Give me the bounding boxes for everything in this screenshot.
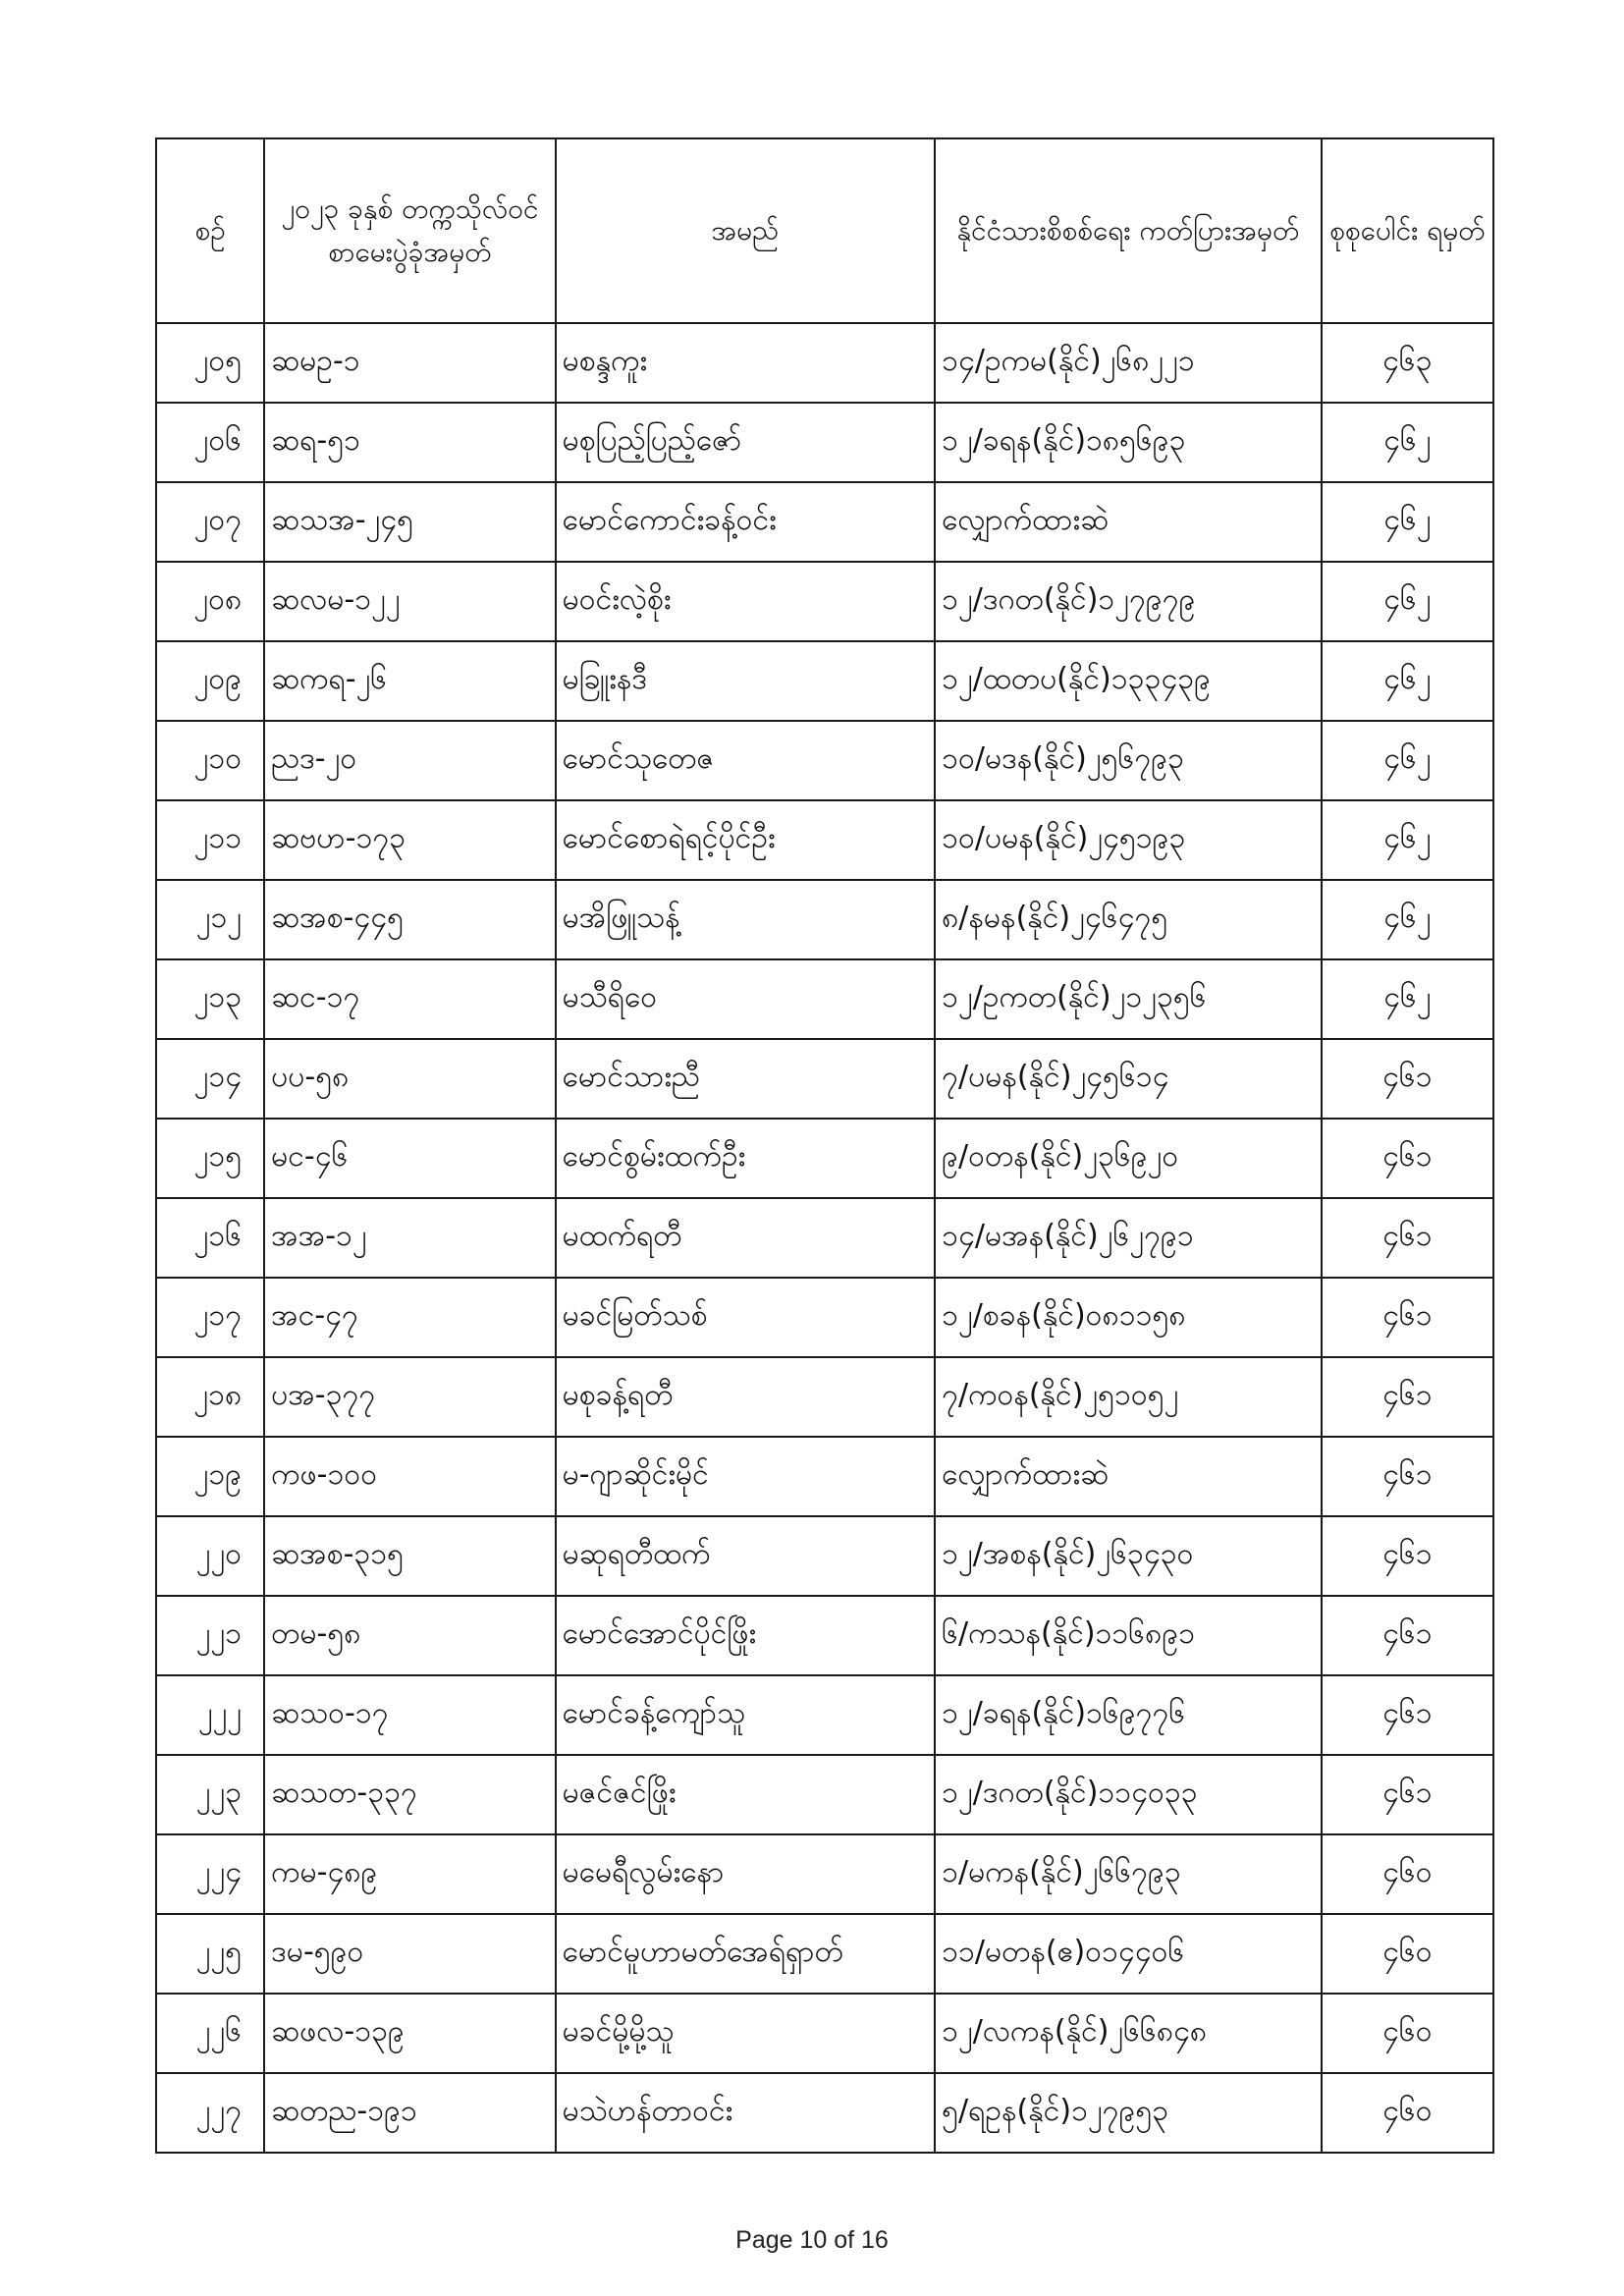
cell-nrc-number: ၁၁/မတန(ဧ)၀၁၄၄၀၆ xyxy=(935,1914,1322,1994)
header-serial-no: စဉ် xyxy=(156,138,264,323)
cell-total-marks: ၄၆၁ xyxy=(1322,1278,1493,1357)
cell-name: မောင်မူဟာမတ်အေရ်ရှာတ် xyxy=(556,1914,936,1994)
cell-nrc-number: ၁၂/ထတပ(နိုင်)၁၃၃၄၃၉ xyxy=(935,641,1322,721)
cell-serial-no: ၂၁၇ xyxy=(156,1278,264,1357)
cell-roll-number: ဆအစ-၃၁၅ xyxy=(264,1516,555,1596)
cell-serial-no: ၂၁၃ xyxy=(156,959,264,1039)
cell-name: မသဲဟန်တာဝင်း xyxy=(556,2073,936,2153)
cell-serial-no: ၂၀၈ xyxy=(156,562,264,641)
cell-roll-number: ဆရ-၅၁ xyxy=(264,403,555,482)
header-row xyxy=(156,138,1493,323)
table-row xyxy=(156,1596,1493,1675)
cell-nrc-number: ၁၂/ဥကတ(နိုင်)၂၁၂၃၅၆ xyxy=(935,959,1322,1039)
cell-nrc-number: ၅/ရဥန(နိုင်)၁၂၇၉၅၃ xyxy=(935,2073,1322,2153)
cell-name: မထက်ရတီ xyxy=(556,1198,936,1278)
cell-name: မသီရိဝေ xyxy=(556,959,936,1039)
cell-total-marks: ၄၆၀ xyxy=(1322,1994,1493,2073)
header-nrc-number: နိုင်ငံသားစိစစ်ရေး ကတ်ပြားအမှတ် xyxy=(935,138,1322,323)
cell-name: မောင်သုတေဇ xyxy=(556,721,936,800)
table-row xyxy=(156,562,1493,641)
table-row xyxy=(156,1278,1493,1357)
cell-name: မစုခန့်ရတီ xyxy=(556,1357,936,1437)
table-row xyxy=(156,959,1493,1039)
cell-nrc-number: ၁၂/ခရန(နိုင်)၁၆၉၇၇၆ xyxy=(935,1675,1322,1755)
cell-name: မ-ဂျာဆိုင်းမိုင် xyxy=(556,1437,936,1516)
cell-name: မောင်စွမ်းထက်ဦး xyxy=(556,1119,936,1198)
cell-name: မောင်ကောင်းခန့်ဝင်း xyxy=(556,482,936,562)
table-body xyxy=(156,323,1493,2153)
cell-nrc-number: ၁၀/မဒန(နိုင်)၂၅၆၇၉၃ xyxy=(935,721,1322,800)
cell-roll-number: အအ-၁၂ xyxy=(264,1198,555,1278)
cell-nrc-number: ၇/ကဝန(နိုင်)၂၅၁၀၅၂ xyxy=(935,1357,1322,1437)
cell-nrc-number: လျှောက်ထားဆဲ xyxy=(935,482,1322,562)
cell-total-marks: ၄၆၃ xyxy=(1322,323,1493,403)
table-row xyxy=(156,482,1493,562)
cell-nrc-number: လျှောက်ထားဆဲ xyxy=(935,1437,1322,1516)
cell-roll-number: အင-၄၇ xyxy=(264,1278,555,1357)
cell-name: မမေရီလွမ်းနော xyxy=(556,1834,936,1914)
cell-roll-number: ပအ-၃၇၇ xyxy=(264,1357,555,1437)
cell-total-marks: ၄၆၁ xyxy=(1322,1755,1493,1834)
table-row xyxy=(156,1914,1493,1994)
cell-name: မဆုရတီထက် xyxy=(556,1516,936,1596)
cell-name: မအိဖြူသန့် xyxy=(556,880,936,959)
table-row xyxy=(156,1994,1493,2073)
cell-serial-no: ၂၁၄ xyxy=(156,1039,264,1119)
cell-serial-no: ၂၂၁ xyxy=(156,1596,264,1675)
cell-roll-number: မင-၄၆ xyxy=(264,1119,555,1198)
table-row xyxy=(156,1437,1493,1516)
cell-nrc-number: ၁၂/ခရန(နိုင်)၁၈၅၆၉၃ xyxy=(935,403,1322,482)
cell-roll-number: ဆမဥ-၁ xyxy=(264,323,555,403)
cell-total-marks: ၄၆၂ xyxy=(1322,403,1493,482)
cell-roll-number: ဆအစ-၄၄၅ xyxy=(264,880,555,959)
table-row xyxy=(156,641,1493,721)
table-row xyxy=(156,403,1493,482)
cell-total-marks: ၄၆၀ xyxy=(1322,2073,1493,2153)
cell-nrc-number: ၁၂/ဒဂတ(နိုင်)၁၁၄၀၃၃ xyxy=(935,1755,1322,1834)
cell-serial-no: ၂၂၄ xyxy=(156,1834,264,1914)
cell-nrc-number: ၁၂/လကန(နိုင်)၂၆၆၈၄၈ xyxy=(935,1994,1322,2073)
cell-nrc-number: ၁၂/ဒဂတ(နိုင်)၁၂၇၉၇၉ xyxy=(935,562,1322,641)
cell-name: မစန္ဒကူး xyxy=(556,323,936,403)
cell-serial-no: ၂၂၃ xyxy=(156,1755,264,1834)
cell-total-marks: ၄၆၂ xyxy=(1322,562,1493,641)
cell-roll-number: ဒမ-၅၉၀ xyxy=(264,1914,555,1994)
cell-total-marks: ၄၆၂ xyxy=(1322,880,1493,959)
cell-serial-no: ၂၀၆ xyxy=(156,403,264,482)
cell-total-marks: ၄၆၂ xyxy=(1322,959,1493,1039)
cell-serial-no: ၂၀၅ xyxy=(156,323,264,403)
table-header xyxy=(156,138,1493,323)
cell-roll-number: ကမ-၄၈၉ xyxy=(264,1834,555,1914)
cell-serial-no: ၂၁၀ xyxy=(156,721,264,800)
cell-total-marks: ၄၆၁ xyxy=(1322,1198,1493,1278)
cell-total-marks: ၄၆၁ xyxy=(1322,1675,1493,1755)
cell-name: မခြူးနဒီ xyxy=(556,641,936,721)
cell-roll-number: ဆဗဟ-၁၇၃ xyxy=(264,800,555,880)
table-row xyxy=(156,323,1493,403)
page-number: Page 10 of 16 xyxy=(735,2226,889,2254)
table-row xyxy=(156,1755,1493,1834)
header-total-marks: စုစုပေါင်း ရမှတ် xyxy=(1322,138,1493,323)
cell-name: မောင်အောင်ပိုင်ဖြိုး xyxy=(556,1596,936,1675)
table-row xyxy=(156,721,1493,800)
table-row xyxy=(156,1119,1493,1198)
header-name: အမည် xyxy=(556,138,936,323)
table-row xyxy=(156,1357,1493,1437)
table-row xyxy=(156,1675,1493,1755)
cell-roll-number: ဆဖလ-၁၃၉ xyxy=(264,1994,555,2073)
cell-total-marks: ၄၆၁ xyxy=(1322,1596,1493,1675)
cell-roll-number: ဆသအ-၂၄၅ xyxy=(264,482,555,562)
table-row xyxy=(156,2073,1493,2153)
cell-serial-no: ၂၁၅ xyxy=(156,1119,264,1198)
cell-serial-no: ၂၂၂ xyxy=(156,1675,264,1755)
cell-total-marks: ၄၆၁ xyxy=(1322,1119,1493,1198)
cell-roll-number: ဆကရ-၂၆ xyxy=(264,641,555,721)
cell-serial-no: ၂၁၁ xyxy=(156,800,264,880)
cell-nrc-number: ၁၂/အစန(နိုင်)၂၆၃၄၃၀ xyxy=(935,1516,1322,1596)
cell-serial-no: ၂၂၀ xyxy=(156,1516,264,1596)
cell-serial-no: ၂၂၆ xyxy=(156,1994,264,2073)
cell-roll-number: ဆတည-၁၉၁ xyxy=(264,2073,555,2153)
cell-name: မဝင်းလဲ့စိုး xyxy=(556,562,936,641)
cell-nrc-number: ၁/မကန(နိုင်)၂၆၆၇၉၃ xyxy=(935,1834,1322,1914)
cell-total-marks: ၄၆၁ xyxy=(1322,1039,1493,1119)
cell-total-marks: ၄၆၁ xyxy=(1322,1516,1493,1596)
cell-serial-no: ၂၀၉ xyxy=(156,641,264,721)
cell-total-marks: ၄၆၀ xyxy=(1322,1834,1493,1914)
cell-total-marks: ၄၆၁ xyxy=(1322,1437,1493,1516)
cell-nrc-number: ၉/ဝတန(နိုင်)၂၃၆၉၂၀ xyxy=(935,1119,1322,1198)
cell-roll-number: ညဒ-၂၀ xyxy=(264,721,555,800)
cell-serial-no: ၂၂၅ xyxy=(156,1914,264,1994)
cell-nrc-number: ၁၀/ပမန(နိုင်)၂၄၅၁၉၃ xyxy=(935,800,1322,880)
table-row xyxy=(156,1834,1493,1914)
table-row xyxy=(156,1039,1493,1119)
cell-nrc-number: ၁၂/စခန(နိုင်)၀၈၁၁၅၈ xyxy=(935,1278,1322,1357)
cell-roll-number: ဆသဝ-၁၇ xyxy=(264,1675,555,1755)
cell-total-marks: ၄၆၂ xyxy=(1322,800,1493,880)
cell-nrc-number: ၆/ကသန(နိုင်)၁၁၆၈၉၁ xyxy=(935,1596,1322,1675)
cell-name: မခင်မြတ်သစ် xyxy=(556,1278,936,1357)
cell-name: မဇင်ဇင်ဖြိုး xyxy=(556,1755,936,1834)
cell-total-marks: ၄၆၂ xyxy=(1322,721,1493,800)
cell-total-marks: ၄၆၂ xyxy=(1322,641,1493,721)
cell-name: မခင်မို့မို့သူ xyxy=(556,1994,936,2073)
cell-serial-no: ၂၁၆ xyxy=(156,1198,264,1278)
cell-nrc-number: ၈/နမန(နိုင်)၂၄၆၄၇၅ xyxy=(935,880,1322,959)
cell-name: မစုပြည့်ပြည့်ဇော် xyxy=(556,403,936,482)
cell-serial-no: ၂၁၂ xyxy=(156,880,264,959)
cell-roll-number: ဆလမ-၁၂၂ xyxy=(264,562,555,641)
cell-serial-no: ၂၀၇ xyxy=(156,482,264,562)
cell-total-marks: ၄၆၀ xyxy=(1322,1914,1493,1994)
cell-serial-no: ၂၁၈ xyxy=(156,1357,264,1437)
cell-roll-number: ကဖ-၁၀၀ xyxy=(264,1437,555,1516)
cell-serial-no: ၂၁၉ xyxy=(156,1437,264,1516)
table-row xyxy=(156,1198,1493,1278)
cell-total-marks: ၄၆၂ xyxy=(1322,482,1493,562)
table-row xyxy=(156,800,1493,880)
cell-roll-number: ဆသတ-၃၃၇ xyxy=(264,1755,555,1834)
cell-nrc-number: ၁၄/မအန(နိုင်)၂၆၂၇၉၁ xyxy=(935,1198,1322,1278)
table-row xyxy=(156,1516,1493,1596)
header-roll-number: ၂၀၂၃ ခုနှစ် တက္ကသိုလ်ဝင် စာမေးပွဲခုံအမှတ် xyxy=(264,138,555,323)
cell-roll-number: ပပ-၅၈ xyxy=(264,1039,555,1119)
cell-roll-number: တမ-၅၈ xyxy=(264,1596,555,1675)
cell-total-marks: ၄၆၁ xyxy=(1322,1357,1493,1437)
cell-name: မောင်စောရဲရင့်ပိုင်ဦး xyxy=(556,800,936,880)
cell-nrc-number: ၁၄/ဥကမ(နိုင်)၂၆၈၂၂၁ xyxy=(935,323,1322,403)
results-table xyxy=(155,137,1494,2154)
table-row xyxy=(156,880,1493,959)
cell-serial-no: ၂၂၇ xyxy=(156,2073,264,2153)
cell-name: မောင်သားညီ xyxy=(556,1039,936,1119)
cell-nrc-number: ၇/ပမန(နိုင်)၂၄၅၆၁၄ xyxy=(935,1039,1322,1119)
cell-name: မောင်ခန့်ကျော်သူ xyxy=(556,1675,936,1755)
cell-roll-number: ဆင-၁၇ xyxy=(264,959,555,1039)
